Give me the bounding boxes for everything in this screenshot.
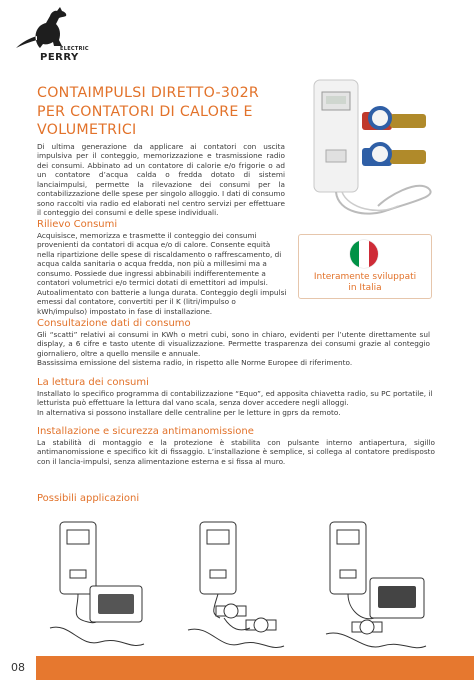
- consultazione-paragraph: Gli “scatti” relativi ai consumi in KWh o metri cubi, sono in chiaro, evidenti per l’utente direttamente sul display, a 6 cifre e tasto utente di visualizzazione. Permette trasparenza dei consumi grazie al conteggio giornaliero, oltre a quello mensile e annuale.: [37, 330, 430, 358]
- brand-name: PERRY: [40, 52, 79, 63]
- section-title-consultazione: Consultazione dati di consumo: [37, 318, 191, 329]
- section-title-rilievo: Rilievo Consumi: [37, 219, 118, 230]
- installazione-paragraph: La stabilità di montaggio e la protezione è stabilita con pulsante interno antiapertura, sigillo antimanomissione e specifico kit di fissaggio. L’installazione è semplice, si collega al contatore predisposto con il lancia-impulsi, senza alimentazione esterna e si fissa al muro.: [37, 438, 435, 466]
- page-number: 08: [0, 656, 36, 680]
- footer-bar: [0, 656, 474, 680]
- lettura-paragraph: Installato lo specifico programma di contabilizzazione “Equo”, ed apposita chiavetta radio, su PC portatile, il letturista può effettuare la lettura dal vano scala, senza dover accedere negli alloggi.: [37, 389, 433, 408]
- rilievo-paragraph: Acquisisce, memorizza e trasmette il conteggio dei consumi provenienti da contatori di acqua e/o di calore. Consente equità nella ripartizione delle spese di riscaldamento o raffrescamento, di acqua calda sanitaria o acqua fredda, non più a millesimi ma a consumo. Possiede due ingressi abbinabili indifferentemente a contatori volumetrici e/o termici dotati di emettitori ad impulsi. Autoalimentato con batterie a lunga durata. Conteggio degli impulsi emessi dal contatore, convertiti per il K (litri/impulso o kWh/impulso) impostato in fase di installazione.: [37, 231, 287, 316]
- italy-badge-line-2: in Italia: [348, 283, 382, 293]
- application-diagram-2: [180, 518, 290, 658]
- section-title-lettura: La lettura dei consumi: [37, 377, 149, 388]
- application-diagram-3: [322, 518, 432, 658]
- made-in-italy-badge: [298, 234, 432, 299]
- application-diagram-1: [40, 518, 150, 658]
- section-title-installazione: Installazione e sicurezza antimanomissione: [37, 426, 254, 437]
- section-title-applicazioni: Possibili applicazioni: [37, 493, 140, 504]
- title-line-2: PER CONTATORI DI CALORE E: [37, 103, 253, 120]
- italy-badge-line-1: Interamente sviluppati: [313, 272, 417, 282]
- italy-badge-text: [299, 272, 431, 294]
- title-line-1: CONTAIMPULSI DIRETTO-302R: [37, 85, 260, 101]
- product-image: [298, 78, 450, 228]
- title-line-3: VOLUMETRICI: [37, 122, 137, 138]
- lettura-paragraph-2: In alternativa si possono installare delle centraline per le letture in gprs da remoto.: [37, 408, 341, 417]
- intro-paragraph: Di ultima generazione da applicare ai contatori con uscita impulsiva per il conteggio, memorizzazione e trasmissione radio dei consumi. Abbinato ad un contatore di calorie e/o frigorie o ad un contatore d’acqua calda o fredda dotato di sistemi lanciaimpulsi, permette la rilevazione dei consumi per la contabilizzazione delle spese per singolo alloggio. I dati di consumo sono raccolti via radio ed elaborati nel centro servizi per effettuare il conteggio dei consumi e delle spese individuali.: [37, 142, 285, 218]
- brand-logo: [10, 4, 89, 63]
- consultazione-paragraph-2: Bassissima emissione del sistema radio, in rispetto alle Norme Europee di riferimento.: [37, 358, 353, 367]
- brand-tagline: ELECTRIC: [60, 46, 89, 52]
- page-title: [37, 84, 277, 140]
- italy-flag-icon: [350, 240, 378, 268]
